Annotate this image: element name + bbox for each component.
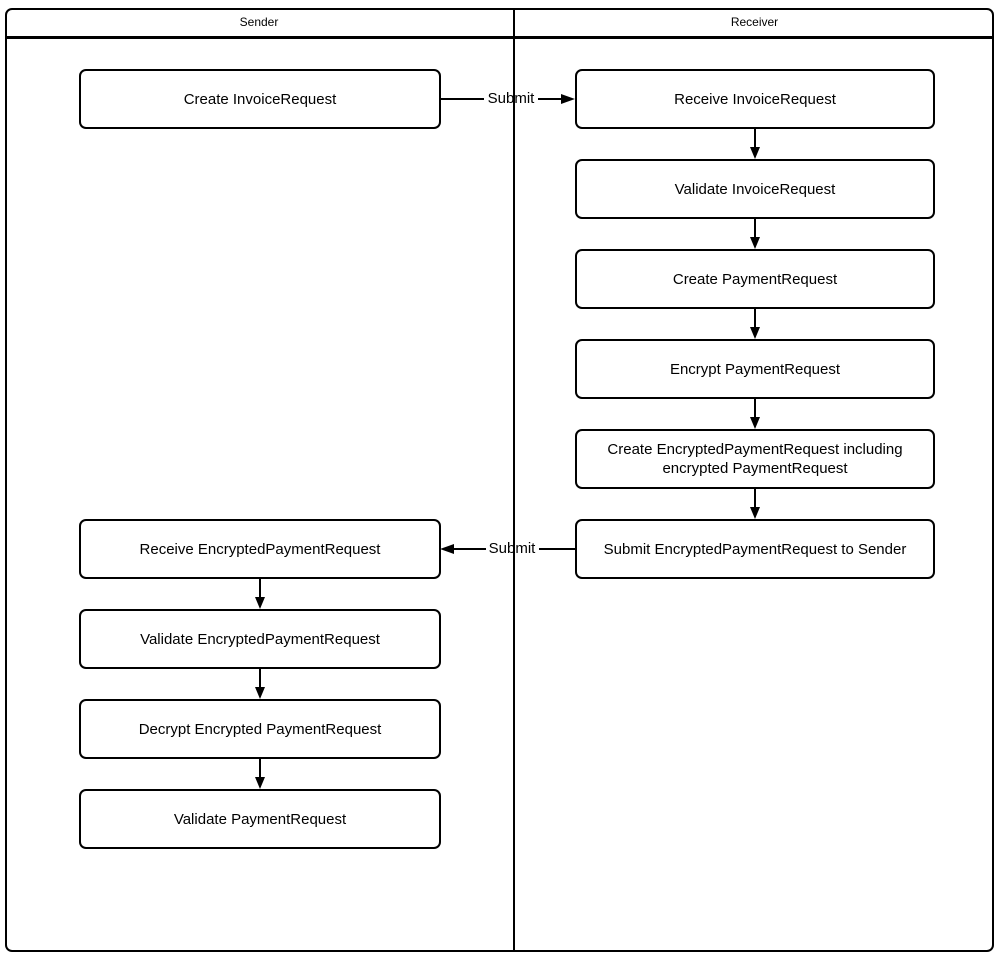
- lane-header-separator: [5, 36, 994, 39]
- node-validate-invoice-request: Validate InvoiceRequest: [575, 159, 935, 219]
- node-validate-payment-request: Validate PaymentRequest: [79, 789, 441, 849]
- node-decrypt-encrypted-payment-request: Decrypt Encrypted PaymentRequest: [79, 699, 441, 759]
- lane-label-sender: Sender: [239, 15, 279, 29]
- node-submit-encrypted-payment-request: Submit EncryptedPaymentRequest to Sender: [575, 519, 935, 579]
- node-create-invoice-request: Create InvoiceRequest: [79, 69, 441, 129]
- node-validate-encrypted-payment-request: Validate EncryptedPaymentRequest: [79, 609, 441, 669]
- node-create-encrypted-payment-request: Create EncryptedPaymentRequest including encrypted PaymentRequest: [575, 429, 935, 489]
- node-encrypt-payment-request: Encrypt PaymentRequest: [575, 339, 935, 399]
- node-receive-invoice-request: Receive InvoiceRequest: [575, 69, 935, 129]
- node-receive-encrypted-payment-request: Receive EncryptedPaymentRequest: [79, 519, 441, 579]
- edge-label-submit-to-sender: Submit: [488, 540, 536, 557]
- lane-divider: [513, 8, 515, 952]
- lane-label-receiver: Receiver: [730, 15, 779, 29]
- edge-label-submit-to-receiver: Submit: [487, 90, 535, 107]
- node-create-payment-request: Create PaymentRequest: [575, 249, 935, 309]
